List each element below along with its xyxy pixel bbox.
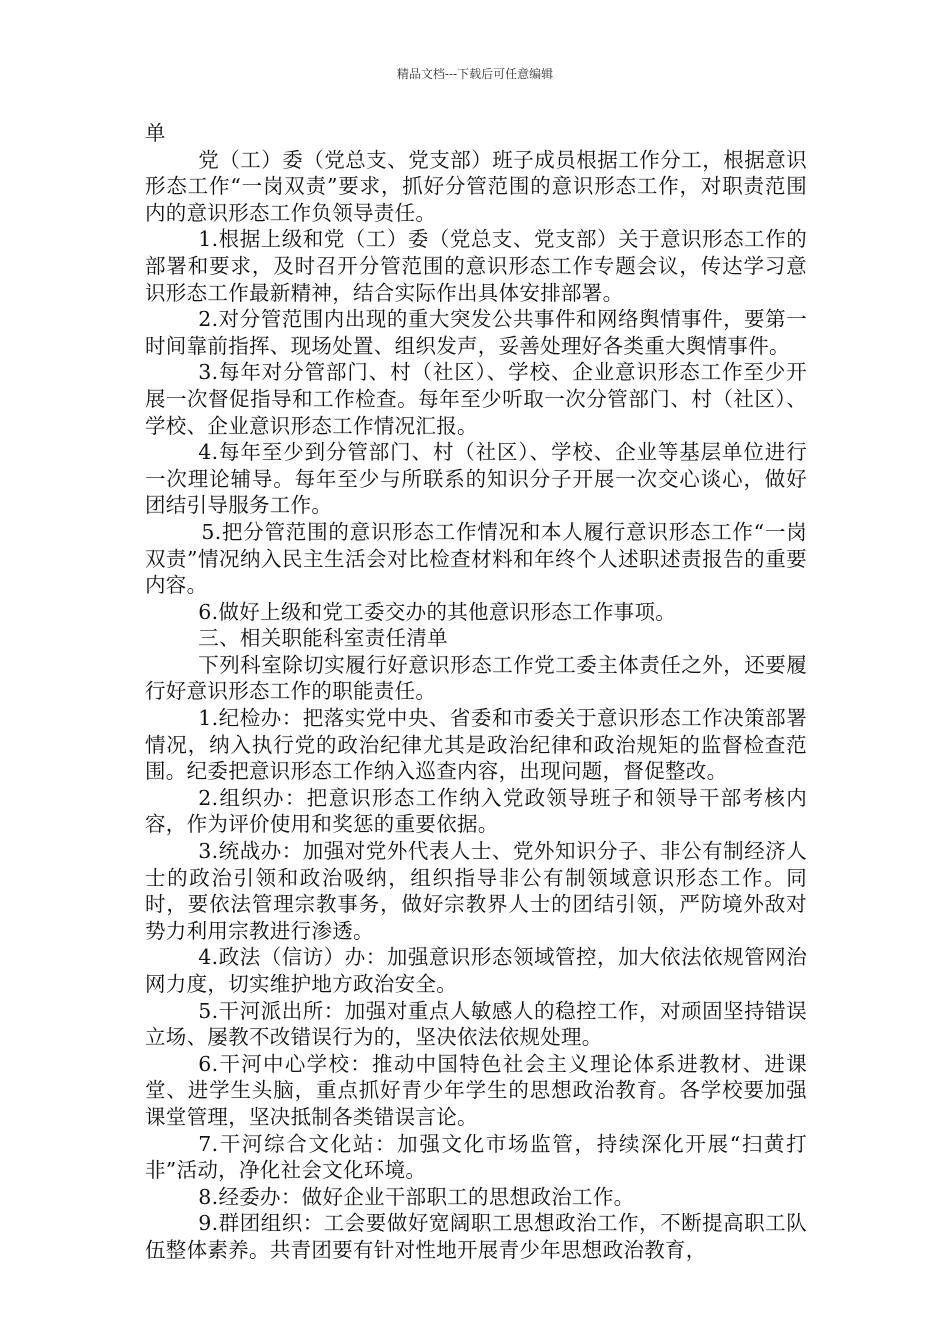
- list-item: 3.每年对分管部门、村（社区）、学校、企业意识形态工作至少开展一次督促指导和工作检查。每年至少听取一次分管部门、村（社区）、学校、企业意识形态工作情况汇报。: [145, 360, 807, 438]
- list-item: 3.统战办：加强对党外代表人士、党外知识分子、非公有制经济人士的政治引领和政治吸纳，组织指导非公有制领域意识形态工作。同时，要依法管理宗教事务，做好宗教界人士的团结引领，严防境外敌对势力利用宗教进行渗透。: [145, 839, 807, 943]
- paragraph-intro: 下列科室除切实履行好意识形态工作党工委主体责任之外，还要履行好意识形态工作的职能责任。: [145, 652, 807, 704]
- list-item: 1.纪检办：把落实党中央、省委和市委关于意识形态工作决策部署情况，纳入执行党的政治纪律尤其是政治纪律和政治规矩的监督检查范围。纪委把意识形态工作纳入巡查内容，出现问题，督促整改。: [145, 706, 807, 784]
- list-item: 5.干河派出所：加强对重点人敏感人的稳控工作，对顽固坚持错误立场、屡教不改错误行为的，坚决依法依规处理。: [145, 998, 807, 1050]
- list-item: 2.组织办：把意识形态工作纳入党政领导班子和领导干部考核内容，作为评价使用和奖惩的重要依据。: [145, 785, 807, 837]
- list-item: 1.根据上级和党（工）委（党总支、党支部）关于意识形态工作的部署和要求，及时召开分管范围的意识形态工作专题会议，传达学习意识形态工作最新精神，结合实际作出具体安排部署。: [145, 227, 807, 305]
- list-item: 9.群团组织：工会要做好宽阔职工思想政治工作，不断提高职工队伍整体素养。共青团要有针对性地开展青少年思想政治教育，: [145, 1211, 807, 1262]
- list-item: 4.政法（信访）办：加强意识形态领域管控，加大依法依规管网治网力度，切实维护地方政治安全。: [145, 945, 807, 996]
- list-item: 2.对分管范围内出现的重大突发公共事件和网络舆情事件，要第一时间靠前指挥、现场处置、组织发声，妥善处理好各类重大舆情事件。: [145, 307, 807, 358]
- list-item: 7.干河综合文化站：加强文化市场监管，持续深化开展“扫黄打非”活动，净化社会文化环境。: [145, 1131, 807, 1183]
- list-item: 6.干河中心学校：推动中国特色社会主义理论体系进教材、进课堂、进学生头脑，重点抓好青少年学生的思想政治教育。各学校要加强课堂管理，坚决抵制各类错误言论。: [145, 1051, 807, 1129]
- page-header: 精品文档---下载后可任意编辑: [396, 67, 554, 81]
- document-body: [145, 120, 807, 1264]
- list-item: 4.每年至少到分管部门、村（社区）、学校、企业等基层单位进行一次理论辅导。每年至少与所联系的知识分子开展一次交心谈心，做好团结引导服务工作。: [145, 440, 807, 518]
- list-item: 5.把分管范围的意识形态工作情况和本人履行意识形态工作“一岗双责”情况纳入民主生活会对比检查材料和年终个人述职述责报告的重要内容。: [145, 519, 807, 598]
- section-heading: 三、相关职能科室责任清单: [198, 626, 448, 651]
- list-item: 6.做好上级和党工委交办的其他意识形态工作事项。: [198, 599, 677, 624]
- continued-heading-fragment: 单: [145, 121, 166, 145]
- paragraph-intro: 党（工）委（党总支、党支部）班子成员根据工作分工，根据意识形态工作“一岗双责”要求，抓好分管范围的意识形态工作，对职责范围内的意识形态工作负领导责任。: [145, 147, 807, 225]
- list-item: 8.经委办：做好企业干部职工的思想政治工作。: [198, 1184, 635, 1209]
